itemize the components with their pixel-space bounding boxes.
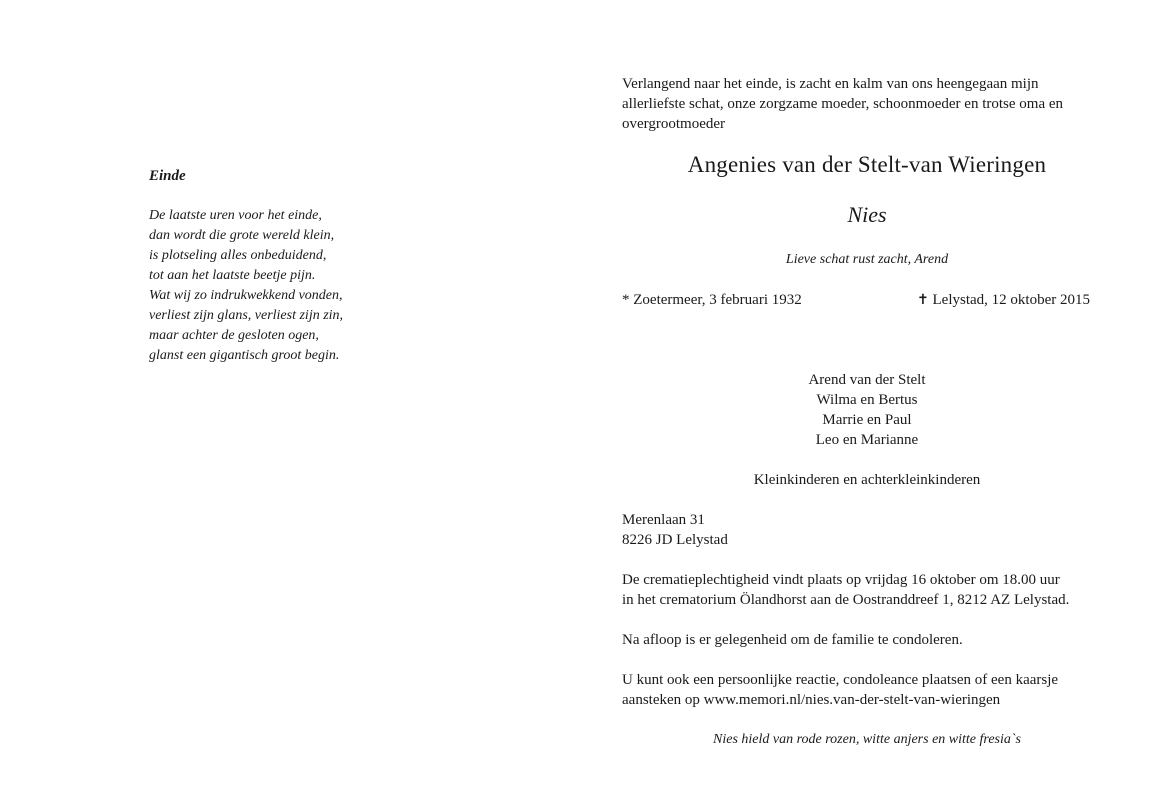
poem-title: Einde	[149, 168, 186, 184]
grandchildren: Kleinkinderen en achterkleinkinderen	[753, 472, 981, 488]
intro-line: Verlangend naar het einde, is zacht en kalm van ons heengegaan mijn	[622, 76, 1039, 92]
poem-lines	[149, 206, 449, 366]
intro-line: overgrootmoeder	[622, 116, 726, 132]
family-member: Wilma en Bertus	[816, 392, 918, 408]
online-line: U kunt ook een persoonlijke reactie, condoleance plaatsen of een kaarsje	[622, 672, 1059, 688]
death-date-wrapper	[917, 290, 1112, 310]
address-line: 8226 JD Lelystad	[622, 532, 728, 548]
poem-line: is plotseling alles onbeduidend,	[149, 248, 327, 263]
cross-icon: ✝	[917, 292, 929, 308]
condolence-info: Na afloop is er gelegenheid om de familie te condoleren.	[622, 632, 963, 648]
poem-section	[149, 166, 449, 366]
closing-note: Nies hield van rode rozen, witte anjers en witte fresia`s	[713, 732, 1021, 747]
life-dates	[622, 290, 1112, 310]
poem-line: maar achter de gesloten ogen,	[149, 328, 319, 343]
announcement-section	[622, 74, 1112, 750]
family-member: Marrie en Paul	[822, 412, 912, 428]
birth-date: * Zoetermeer, 3 februari 1932	[622, 292, 802, 308]
intro-text	[622, 74, 1112, 134]
online-condolence-info	[622, 670, 1112, 710]
poem-line: verliest zijn glans, verliest zijn zin,	[149, 308, 344, 323]
poem-line: tot aan het laatste beetje pijn.	[149, 268, 316, 283]
poem-line: dan wordt die grote wereld klein,	[149, 228, 335, 243]
address-line: Merenlaan 31	[622, 512, 705, 528]
family-member: Arend van der Stelt	[808, 372, 926, 388]
poem-line: De laatste uren voor het einde,	[149, 208, 322, 223]
dedication: Lieve schat rust zacht, Arend	[785, 252, 949, 267]
poem-line: Wat wij zo indrukwekkend vonden,	[149, 288, 343, 303]
deceased-nickname: Nies	[847, 202, 887, 227]
poem-line: glanst een gigantisch groot begin.	[149, 348, 340, 363]
deceased-name: Angenies van der Stelt-van Wieringen	[687, 152, 1047, 177]
ceremony-info	[622, 570, 1112, 610]
family-member: Leo en Marianne	[815, 432, 919, 448]
intro-line: allerliefste schat, onze zorgzame moeder, schoonmoeder en trotse oma en	[622, 96, 1064, 112]
death-date: Lelystad, 12 oktober 2015	[932, 292, 1090, 308]
family-list	[622, 370, 1112, 450]
address	[622, 510, 1112, 550]
ceremony-line: in het crematorium Ölandhorst aan de Oostranddreef 1, 8212 AZ Lelystad.	[622, 592, 1070, 608]
ceremony-line: De crematieplechtigheid vindt plaats op vrijdag 16 oktober om 18.00 uur	[622, 572, 1060, 588]
online-line: aansteken op www.memori.nl/nies.van-der-stelt-van-wieringen	[622, 692, 1001, 708]
